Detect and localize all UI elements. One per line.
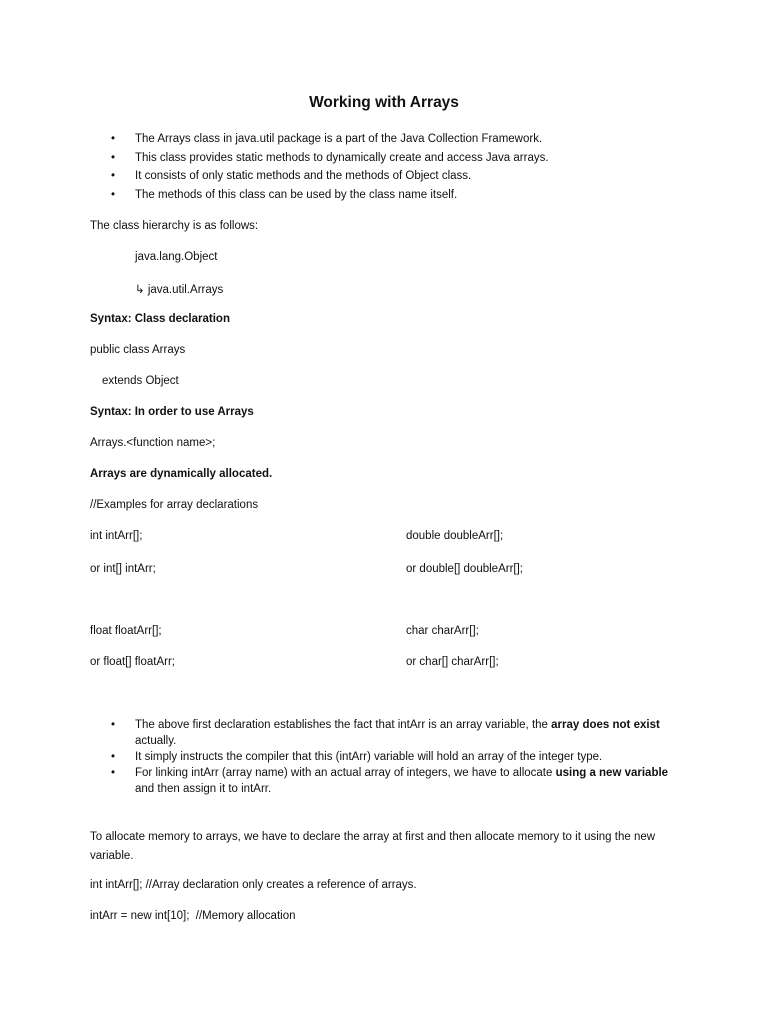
example-float-alternative: or float[] floatArr; bbox=[90, 656, 176, 668]
examples-comment: //Examples for array declarations bbox=[90, 499, 259, 511]
intro-bullet-2: • This class provides static methods to dynamically create and access Java arrays. bbox=[111, 150, 681, 166]
intro-bullet-4: • The methods of this class can be used by the class name itself. bbox=[111, 187, 681, 203]
hierarchy-intro: The class hierarchy is as follows: bbox=[90, 220, 259, 232]
note-3-text: For linking intArr (array name) with an actual array of integers, we have to allocate bbox=[135, 767, 556, 779]
intro-bullet-3: • It consists of only static methods and the methods of Object class. bbox=[111, 168, 681, 184]
note-bullet-3 bbox=[111, 765, 676, 797]
note-3-tail: and then assign it to intArr. bbox=[135, 783, 272, 795]
notes-bullet-list bbox=[111, 717, 676, 797]
intro-bullet-list bbox=[111, 131, 681, 206]
hierarchy-parent: java.lang.Object bbox=[135, 251, 218, 263]
dynamic-allocation-note: Arrays are dynamically allocated. bbox=[90, 468, 273, 480]
example-double-alternative: or double[] doubleArr[]; bbox=[406, 563, 523, 575]
declaration-line-2: extends Object bbox=[102, 375, 179, 387]
page-title: Working with Arrays bbox=[309, 94, 459, 111]
syntax-usage-heading: Syntax: In order to use Arrays bbox=[90, 406, 254, 418]
note-3-emphasis: using a new variable bbox=[555, 767, 669, 779]
example-double-declaration: double doubleArr[]; bbox=[406, 530, 504, 542]
example-int-alternative: or int[] intArr; bbox=[90, 563, 156, 575]
usage-line: Arrays.<function name>; bbox=[90, 437, 216, 449]
note-1-emphasis: array does not exist bbox=[551, 719, 660, 731]
declaration-line-1: public class Arrays bbox=[90, 344, 186, 356]
note-bullet-2: • It simply instructs the compiler that this (intArr) variable will hold an array of the integer type. bbox=[111, 749, 676, 765]
note-bullet-1 bbox=[111, 717, 676, 749]
example-char-declaration: char charArr[]; bbox=[406, 625, 479, 637]
example-int-declaration: int intArr[]; bbox=[90, 530, 143, 542]
note-1-tail: actually. bbox=[135, 735, 177, 747]
intro-bullet-1: • The Arrays class in java.util package is a part of the Java Collection Framework. bbox=[111, 131, 681, 147]
note-1-text: The above first declaration establishes the fact that intArr is an array variable, the bbox=[135, 719, 552, 731]
example-float-declaration: float floatArr[]; bbox=[90, 625, 162, 637]
allocation-paragraph: To allocate memory to arrays, we have to declare the array at first and then allocate memory to it using the new variable. bbox=[90, 831, 656, 862]
syntax-declaration-heading: Syntax: Class declaration bbox=[90, 313, 230, 325]
example-char-alternative: or char[] charArr[]; bbox=[406, 656, 499, 668]
hierarchy-child: ↳ java.util.Arrays bbox=[135, 284, 224, 296]
code-line-2: intArr = new int[10]; //Memory allocation bbox=[90, 910, 296, 922]
code-line-1: int intArr[]; //Array declaration only creates a reference of arrays. bbox=[90, 879, 417, 891]
